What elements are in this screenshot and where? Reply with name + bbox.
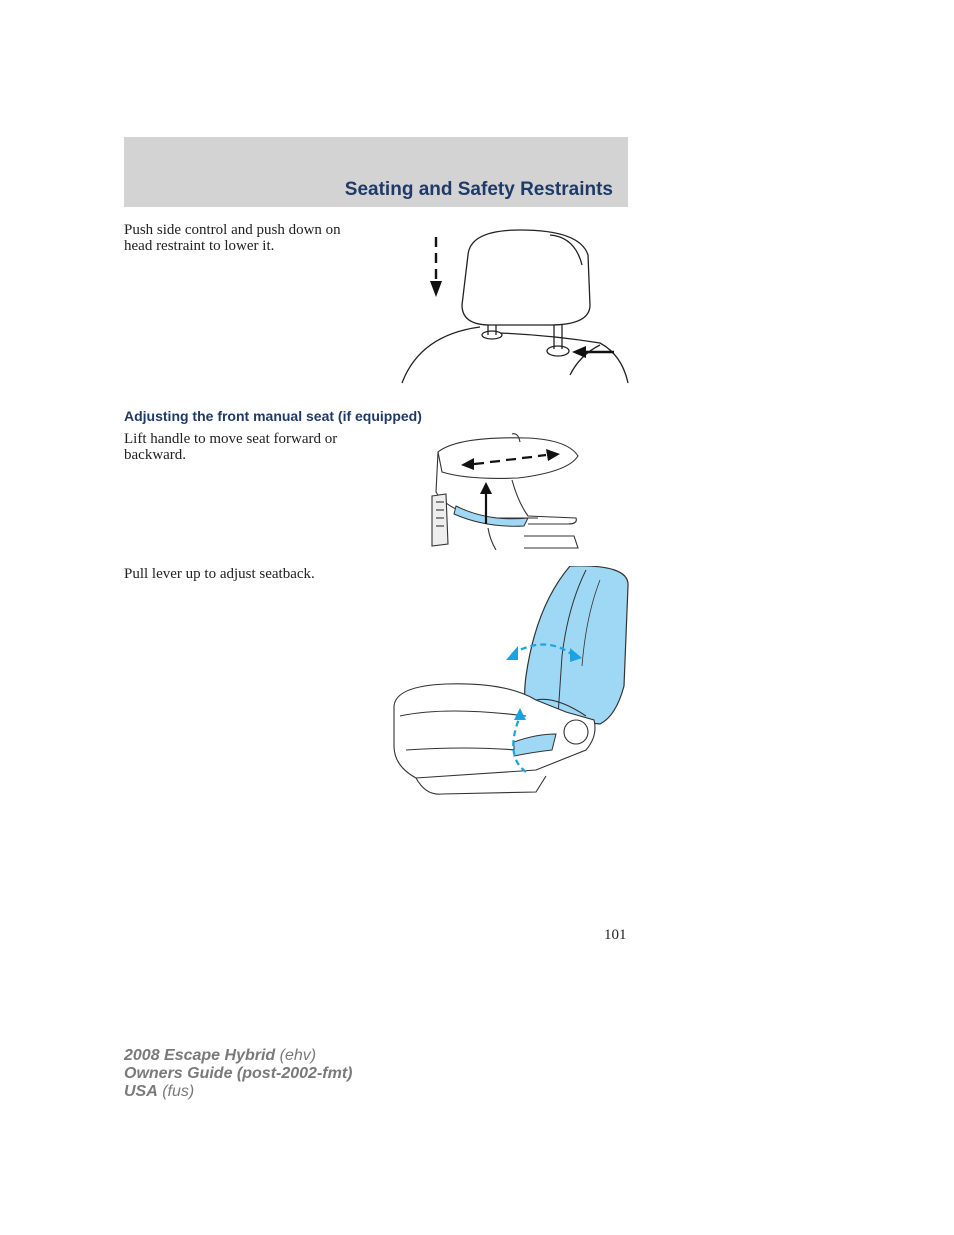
footer-guide: Owners Guide (post-2002-fmt) (124, 1065, 353, 1082)
head-restraint-line-2: head restraint to lower it. (124, 238, 275, 254)
section-header-band (124, 137, 628, 207)
section-title: Seating and Safety Restraints (344, 179, 613, 200)
footer-market-code: (fus) (157, 1083, 195, 1100)
page-number: 101 (604, 927, 627, 943)
head-restraint-line-1: Push side control and push down on (124, 222, 341, 238)
manual-seat-line-1: Lift handle to move seat forward or (124, 431, 338, 447)
head-restraint-illustration (400, 225, 630, 385)
footer-model: 2008 Escape Hybrid (124, 1047, 276, 1064)
footer-model-code: (ehv) (275, 1047, 317, 1064)
head-restraint-instruction (124, 222, 384, 254)
seatback-instruction: Pull lever up to adjust seatback. (124, 566, 315, 582)
seatback-illustration (386, 566, 630, 798)
footer-line-2 (124, 1065, 352, 1083)
footer-line-1 (124, 1047, 352, 1065)
manual-seat-instruction (124, 431, 384, 463)
document-footer (124, 1047, 352, 1101)
manual-seat-subheading: Adjusting the front manual seat (if equipped) (124, 408, 422, 424)
footer-market: USA (124, 1083, 158, 1100)
footer-line-3 (124, 1083, 352, 1101)
manual-seat-illustration (428, 432, 580, 550)
manual-seat-line-2: backward. (124, 447, 187, 463)
